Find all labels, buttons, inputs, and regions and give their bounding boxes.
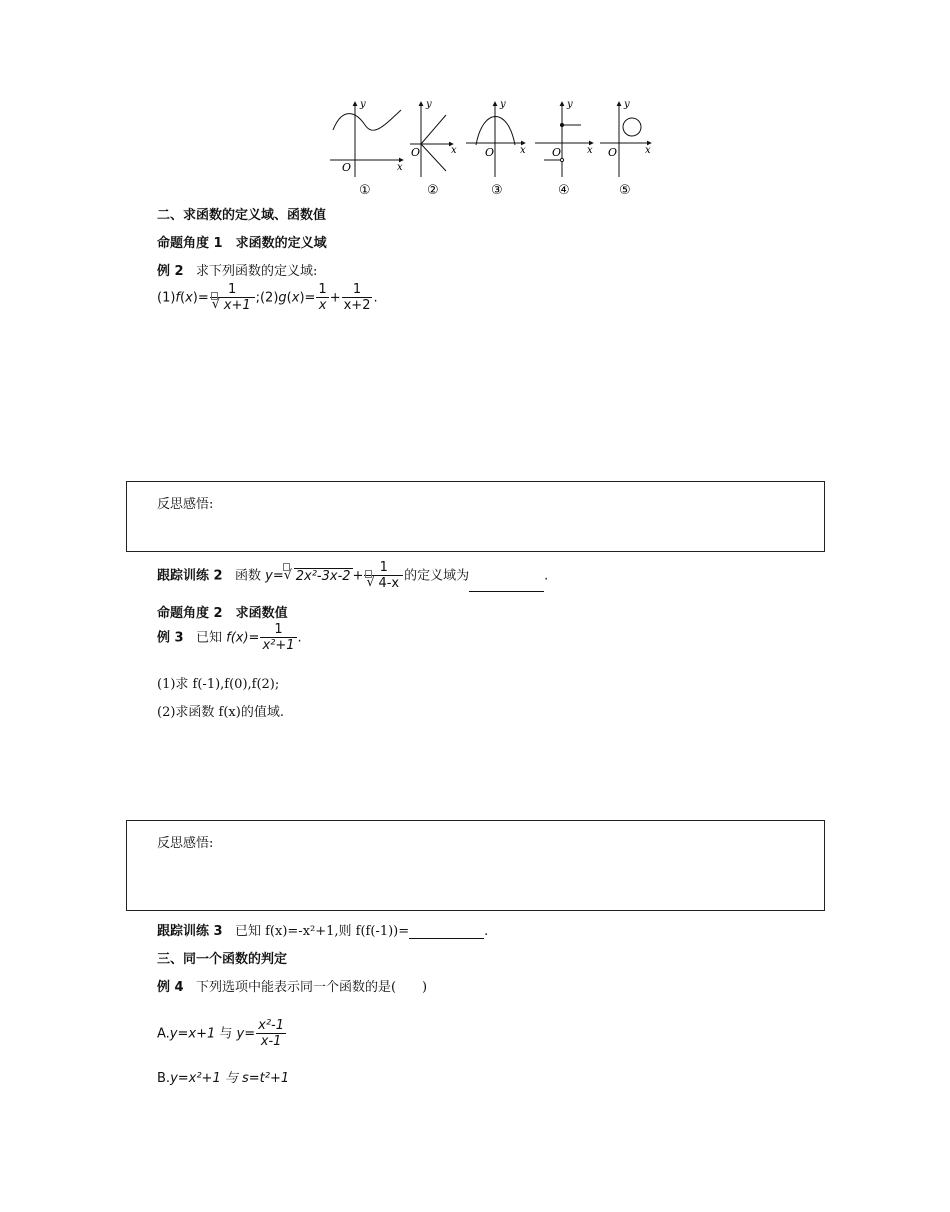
angle1-heading: 命题角度 1 求函数的定义域 [157,236,327,251]
option-a-prefix: A. [157,1026,170,1042]
reflection-label-2: 反思感悟: [157,836,214,851]
fraction-1-over-root: 1 √ 4-x [364,560,403,592]
example2-prompt [157,260,317,279]
graph-5-y-label: y [624,99,630,110]
graph-3-label: ③ [491,183,503,198]
f-symbol: f [175,290,180,306]
fraction-1-over-x-plus-2 [342,282,373,314]
graph-5-origin: O [608,146,618,159]
angle2-heading: 命题角度 2 求函数值 [157,606,288,621]
fraction-x2-1-over-x-1 [256,1018,286,1050]
track3-text: 已知 f(x)=-x²+1,则 f(f(-1))= [234,924,410,939]
option-a[interactable] [157,1018,287,1050]
graph-4-x-label: x [587,145,593,156]
graph-2-y-label: y [426,99,432,110]
radicand: 4-x [378,576,400,591]
y-symbol: y [265,568,273,584]
graph-3-origin: O [485,146,495,159]
fraction-1-over-x [316,282,328,314]
example3-line: 例 3 已知 f(x)= $\frac{1}{\text{x²+1}}$ . [157,622,302,653]
graph-5-x-label: x [645,145,651,156]
example3-label: 例 3 [157,630,184,646]
answer-blank[interactable] [409,924,484,939]
graph-2 [410,102,453,177]
function-graphs-figure [325,95,660,200]
fraction-numerator: 1 [318,282,327,297]
fraction-denominator: x-1 [256,1033,286,1050]
fraction-denominator: x²+1 [262,638,295,653]
example2-text: 求下列函数的定义域: [195,264,318,279]
graph-5 [600,102,651,177]
fraction-numerator: 1 [228,282,237,297]
graph-2-origin: O [411,146,421,159]
example4-label: 例 4 [157,980,184,995]
graph-4-origin: O [552,146,562,159]
part1-prefix: (1) [157,290,176,306]
graph-1-label: ① [359,183,371,198]
track2-line: 跟踪训练 2 函数 y= √ 2x²-3x-2 + 1 √ 4-x 的定义域为 . [157,560,549,591]
graph-1-x-label: x [397,162,403,173]
reflection-label-1: 反思感悟: [157,497,214,512]
example3-question1: (1)求 f(-1),f(0),f(2); [157,677,280,692]
option-b-text: y=x²+1 与 s=t²+1 [170,1071,290,1086]
example2-label: 例 2 [157,264,184,279]
graph-1-y-label: y [360,99,366,110]
answer-blank[interactable] [469,577,544,592]
x-symbol: x [291,290,300,306]
graph-2-x-label: x [451,145,457,156]
graph-3 [466,102,525,177]
fraction-numerator: 1 [352,282,362,297]
graph-1 [330,102,403,177]
example3-text: 已知 [195,630,222,646]
fraction-1-over-x2-plus-1 [260,622,296,654]
radicand: 2x²-3x-2 [295,568,351,584]
option-b[interactable] [157,1067,289,1086]
track2-text: 函数 [234,568,261,584]
graph-3-y-label: y [500,99,506,110]
track2-label: 跟踪训练 2 [157,568,223,584]
track3-label: 跟踪训练 3 [157,924,223,939]
option-a-right: y= [236,1026,256,1042]
section3-heading: 三、同一个函数的判定 [157,952,288,967]
x-symbol: x [185,290,193,306]
example4-line [157,976,427,995]
track3-line [157,920,488,939]
example4-text: 下列选项中能表示同一个函数的是( ) [195,980,428,995]
graph-4 [535,102,593,177]
option-b-prefix: B. [157,1071,171,1086]
fraction-numerator: x²-1 [258,1018,285,1033]
graph-3-x-label: x [520,145,526,156]
f-of-x: f(x)= [226,630,260,646]
track2-text2: 的定义域为 [404,568,470,584]
section2-heading: 二、求函数的定义域、函数值 [157,208,327,223]
graph-2-label: ② [427,183,439,198]
graph-1-origin: O [342,161,352,174]
graph-4-y-label: y [567,99,573,110]
reflection-box-2 [126,820,825,911]
plus-sign: + [329,290,341,306]
cube-root: √ 2x²-3x-2 [284,569,353,584]
period: . [544,568,549,584]
fraction-numerator: 1 [274,622,283,637]
example2-formula: (1)f(x)= 1 √ x+1 ;(2)g(x)= $\frac{1}{x}$ + $\frac{1}{x+2}$ . [157,282,378,313]
option-a-left: y=x+1 [169,1026,216,1042]
period: . [484,924,489,939]
example3-question2: (2)求函数 f(x)的值域. [157,705,284,720]
part2-prefix: ;(2) [255,290,279,306]
radicand: x+1 [223,298,251,313]
option-a-conj: 与 [219,1026,233,1042]
g-symbol: g [278,290,287,306]
fraction-numerator: 1 [379,560,388,575]
graph-5-label: ⑤ [619,183,631,198]
period: . [373,290,378,306]
fraction-denominator: x+2 [343,298,371,313]
fraction-1-over-cuberoot: 1 √ x+1 [210,282,255,314]
graph-4-label: ④ [558,183,570,198]
reflection-box-1 [126,481,825,552]
fraction-denominator: x [316,297,328,314]
